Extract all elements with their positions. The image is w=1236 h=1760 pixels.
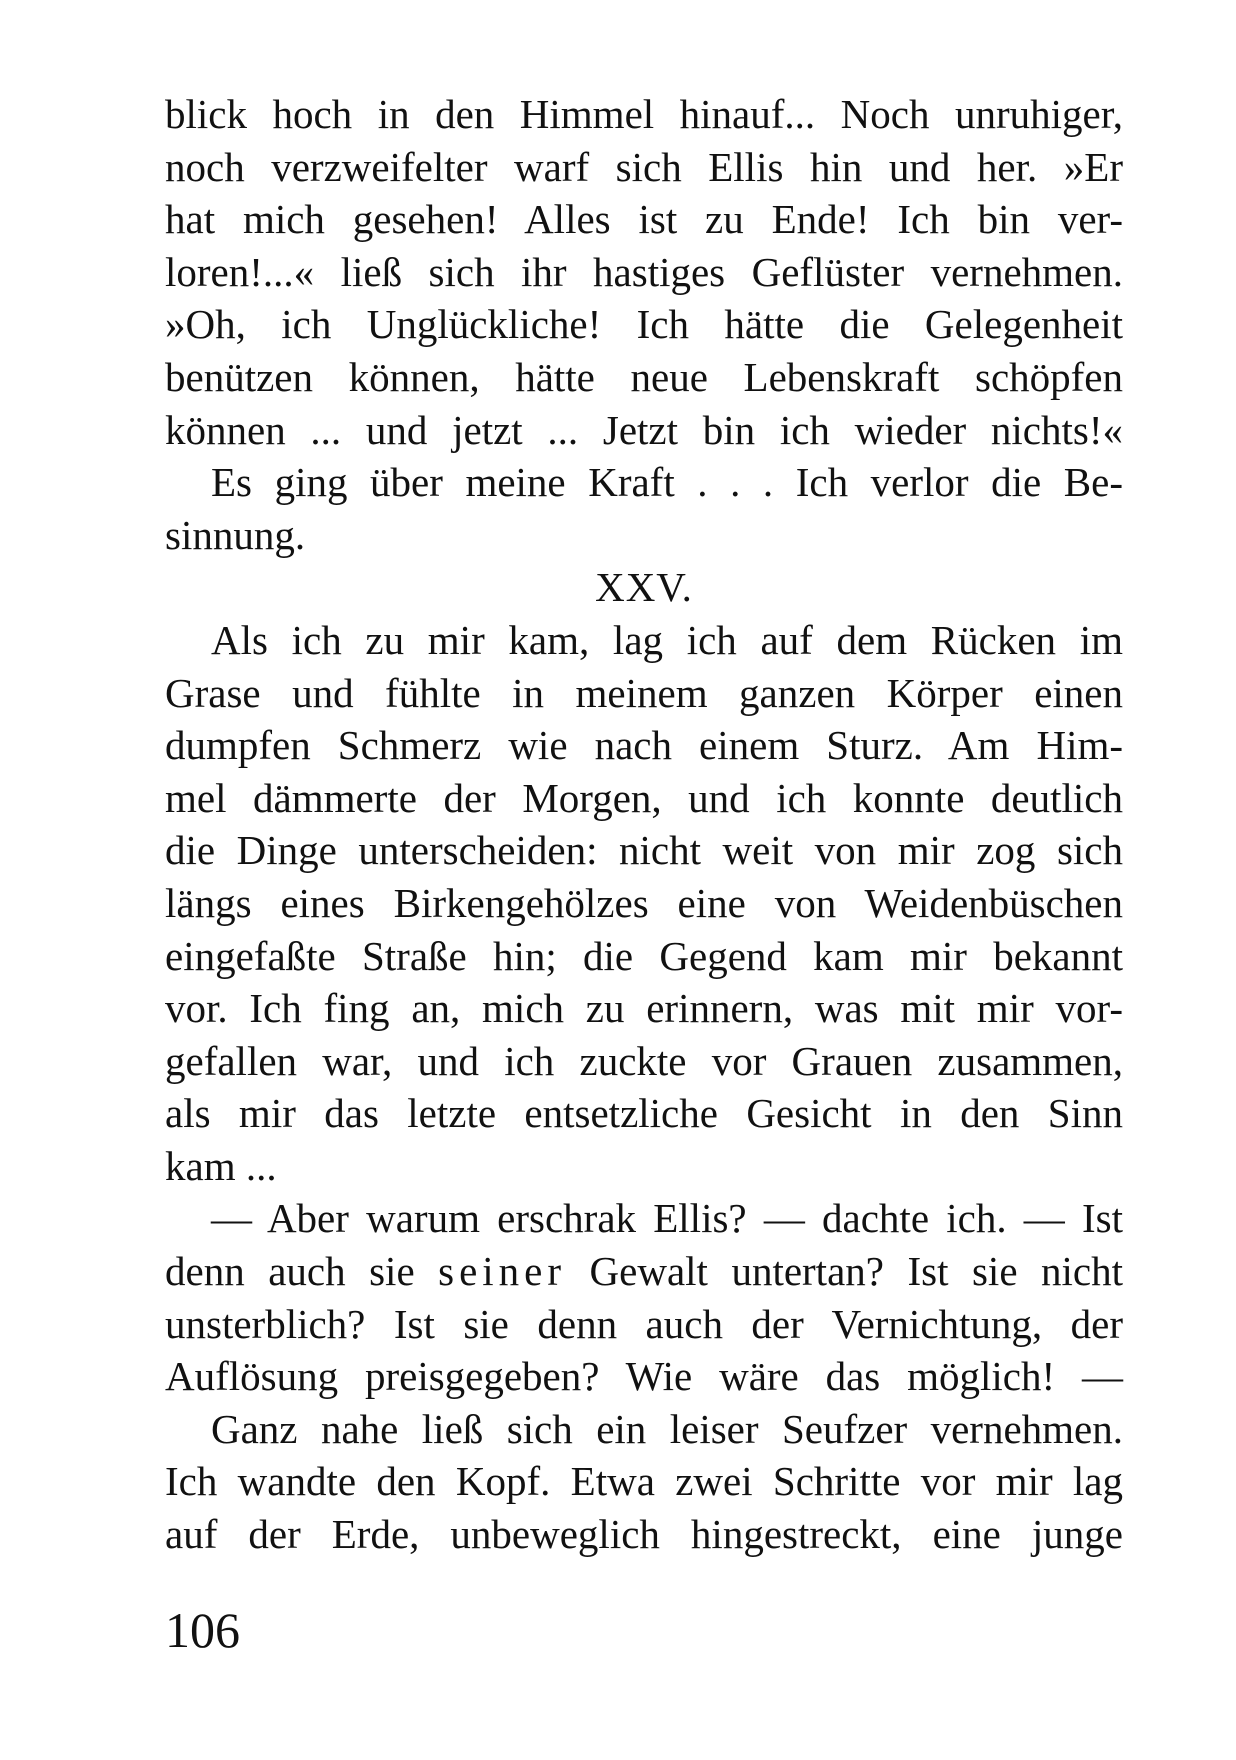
text-line: auf der Erde, unbeweglich hingestreckt, eine junge <box>165 1511 1123 1558</box>
text-fragment: denn auch sie <box>165 1248 439 1295</box>
text-line: Grase und fühlte in meinem ganzen Körper einen <box>165 669 1123 716</box>
text-line: loren!...« ließ sich ihr hastiges Geflüster vernehmen. <box>165 248 1123 295</box>
text-line: kam ... <box>165 1142 277 1189</box>
text-line: Als ich zu mir kam, lag ich auf dem Rücken im <box>211 616 1123 663</box>
body-text <box>165 88 1123 1561</box>
text-line: die Dinge unterscheiden: nicht weit von mir zog sich <box>165 827 1123 874</box>
text-line: mel dämmerte der Morgen, und ich konnte deutlich <box>165 774 1123 821</box>
text-line: vor. Ich fing an, mich zu erinnern, was mit mir vor- <box>165 985 1123 1032</box>
text-fragment: Gewalt untertan? Ist sie nicht <box>566 1248 1123 1295</box>
text-line: gefallen war, und ich zuckte vor Grauen zusammen, <box>165 1037 1123 1084</box>
text-line: sinnung. <box>165 511 306 558</box>
text-line: können ... und jetzt ... Jetzt bin ich wieder nichts!« <box>165 406 1123 453</box>
text-line: »Oh, ich Unglückliche! Ich hätte die Gelegenheit <box>165 301 1123 348</box>
text-line: dumpfen Schmerz wie nach einem Sturz. Am Him- <box>165 722 1123 769</box>
page-number: 106 <box>165 1602 240 1658</box>
text-line: blick hoch in den Himmel hinauf... Noch unruhiger, <box>165 91 1123 137</box>
text-line: — Aber warum erschrak Ellis? — dachte ich. — Ist <box>211 1195 1123 1242</box>
text-line: benützen können, hätte neue Lebenskraft schöpfen <box>165 353 1123 400</box>
emphasized-word: seiner <box>438 1248 567 1295</box>
text-line: als mir das letzte entsetzliche Gesicht in den Sinn <box>165 1090 1123 1137</box>
text-line <box>165 1245 1123 1298</box>
text-line: eingefaßte Straße hin; die Gegend kam mir bekannt <box>165 932 1123 979</box>
text-line: hat mich gesehen! Alles ist zu Ende! Ich bin ver- <box>165 196 1123 243</box>
text-line: Es ging über meine Kraft . . . Ich verlor die Be- <box>211 459 1123 506</box>
text-line: Ich wandte den Kopf. Etwa zwei Schritte vor mir lag <box>165 1458 1123 1505</box>
text-line: Ganz nahe ließ sich ein leiser Seufzer vernehmen. <box>211 1405 1123 1452</box>
text-line: längs eines Birkengehölzes eine von Weidenbüschen <box>165 879 1123 926</box>
chapter-heading: XXV. <box>595 564 693 611</box>
text-line: Auflösung preisgegeben? Wie wäre das möglich! — <box>165 1353 1123 1400</box>
text-line: unsterblich? Ist sie denn auch der Vernichtung, der <box>165 1300 1123 1347</box>
text-line: noch verzweifelter warf sich Ellis hin und her. »Er <box>165 143 1123 190</box>
